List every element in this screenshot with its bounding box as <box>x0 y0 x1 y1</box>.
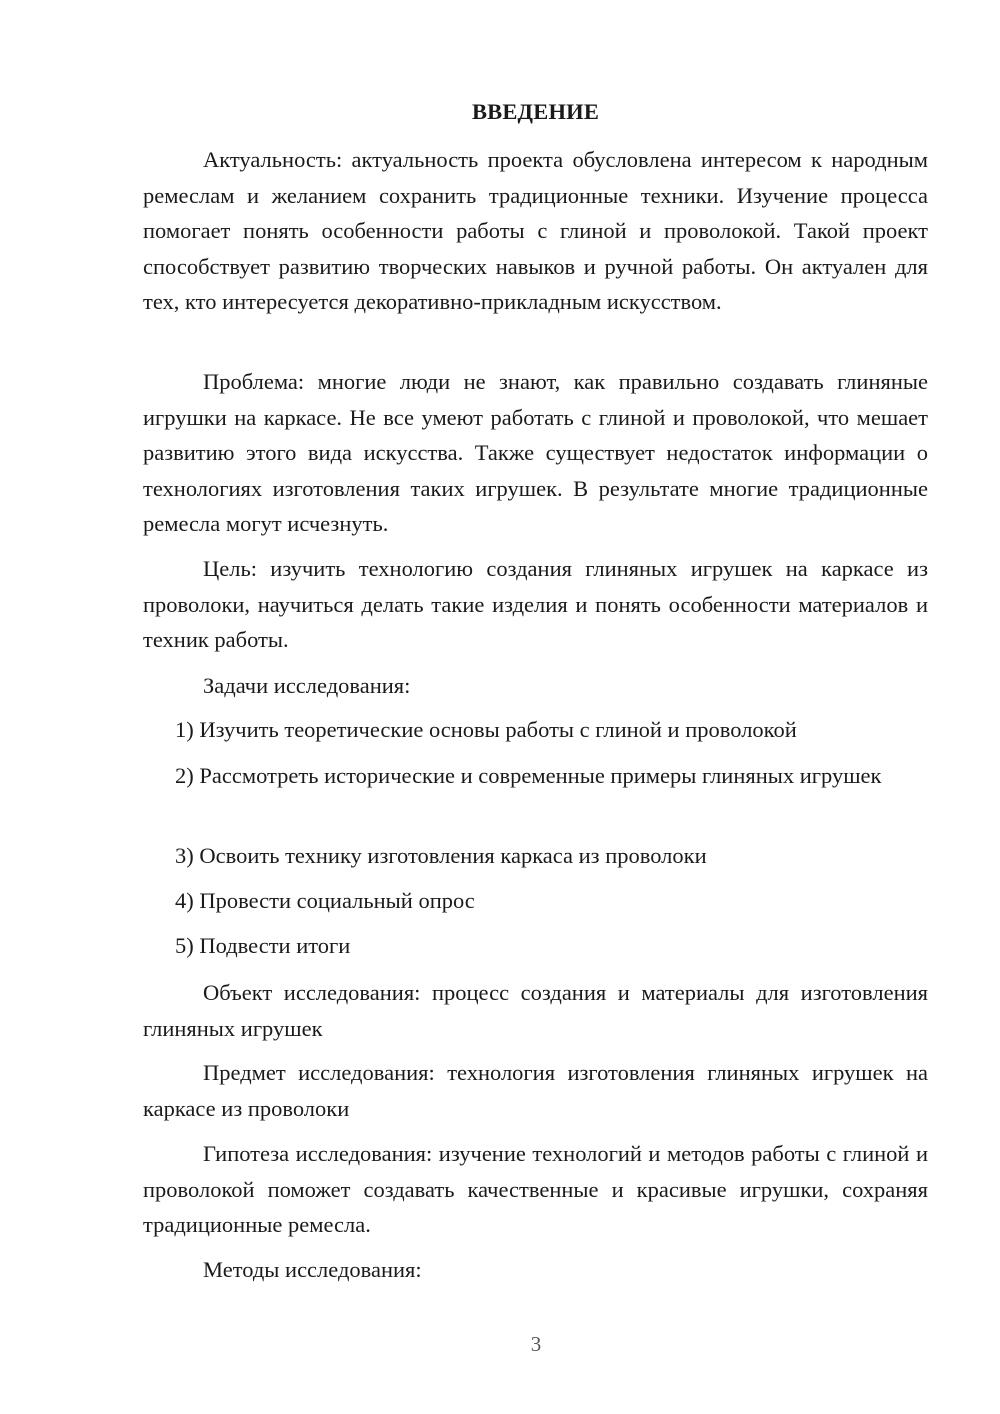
paragraph-goal: Цель: изучить технологию создания глиняных игрушек на каркасе из проволоки, научиться делать такие изделия и понять особенности материалов и техник работы. <box>143 556 928 652</box>
paragraph-object: Объект исследования: процесс создания и материалы для изготовления глиняных игрушек <box>143 980 928 1041</box>
page-number: 3 <box>530 1332 542 1356</box>
paragraph-hypothesis: Гипотеза исследования: изучение технологий и методов работы с глиной и проволокой поможет создавать качественные и красивые игрушки, сохраняя традиционные ремесла. <box>143 1141 928 1237</box>
paragraph-problem: Проблема: многие люди не знают, как правильно создавать глиняные игрушки на каркасе. Не все умеют работать с глиной и проволокой, что мешает развитию этого вида искусства. Также существует недостаток информации о технологиях изготовления таких игрушек. В результате многие традиционные ремесла могут исчезнуть. <box>143 369 928 536</box>
tasks-heading: Задачи исследования: <box>203 673 411 698</box>
task-item-2: 2) Рассмотреть исторические и современные примеры глиняных игрушек <box>175 763 882 788</box>
task-item-1: 1) Изучить теоретические основы работы с глиной и проволокой <box>175 717 797 742</box>
page-title: ВВЕДЕНИЕ <box>471 99 600 124</box>
task-item-4: 4) Провести социальный опрос <box>175 888 475 913</box>
task-item-3: 3) Освоить технику изготовления каркаса из проволоки <box>175 843 707 868</box>
paragraph-subject: Предмет исследования: технология изготовления глиняных игрушек на каркасе из проволоки <box>143 1060 928 1121</box>
paragraph-relevance: Актуальность: актуальность проекта обусловлена интересом к народным ремеслам и желанием сохранить традиционные техники. Изучение процесса помогает понять особенности работы с глиной и проволокой. Такой проект способствует развитию творческих навыков и ручной работы. Он актуален для тех, кто интересуется декоративно-прикладным искусством. <box>143 147 928 314</box>
methods-heading: Методы исследования: <box>203 1257 422 1282</box>
task-item-5: 5) Подвести итоги <box>175 933 351 958</box>
